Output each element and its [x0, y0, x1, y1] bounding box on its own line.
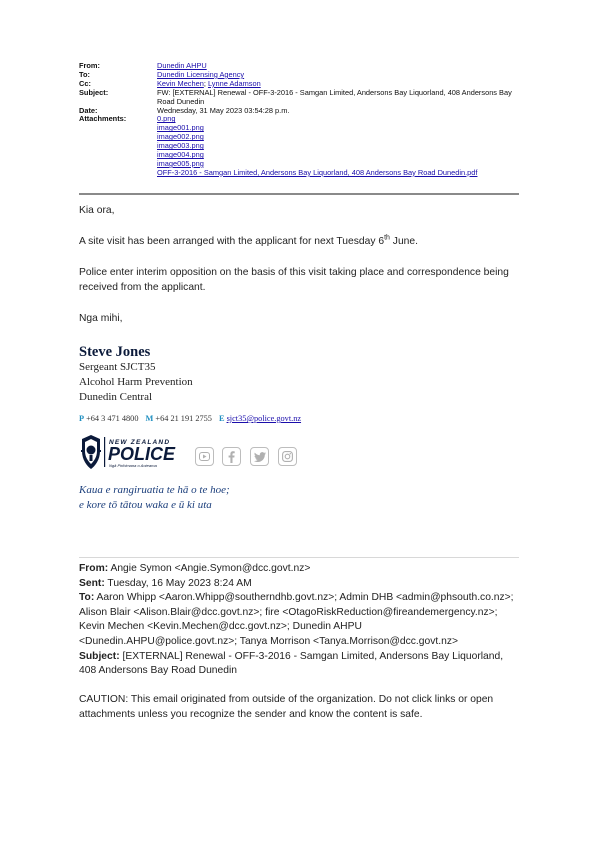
fwd-to-row — [79, 591, 519, 649]
closing: Nga mihi, — [79, 313, 123, 324]
para1-superscript: th — [384, 234, 390, 242]
to-label: To: — [79, 69, 90, 79]
fwd-sent-label: Sent: — [79, 577, 105, 589]
fwd-subject-row — [79, 650, 519, 679]
date-row — [79, 107, 519, 116]
subject-label: Subject: — [79, 87, 109, 97]
fwd-from-row — [79, 562, 519, 577]
twitter-icon[interactable] — [250, 447, 269, 466]
attachment-link-pdf[interactable]: OFF-3-2016 - Samgan Limited, Andersons Bay Liquorland, 408 Andersons Bay Road Dunedin.pdf — [157, 167, 478, 177]
signature-unit: Alcohol Harm Prevention — [79, 376, 193, 388]
date-label: Date: — [79, 105, 98, 115]
cc-label: Cc: — [79, 78, 91, 88]
signature-station: Dunedin Central — [79, 391, 153, 403]
greeting: Kia ora, — [79, 205, 115, 216]
facebook-icon[interactable] — [222, 447, 241, 466]
attachment-link[interactable]: image001.png — [157, 123, 204, 133]
forward-divider — [79, 557, 519, 558]
to-link[interactable]: Dunedin Licensing Agency — [157, 69, 245, 79]
subject-value: FW: [EXTERNAL] Renewal - OFF-3-2016 - Samgan Limited, Andersons Bay Liquorland, 408 Andersons Bay Road Dunedin — [157, 87, 512, 106]
fwd-to-label: To: — [79, 592, 95, 604]
signature-title: Sergeant SJCT35 — [79, 361, 156, 373]
mobile-number: +64 21 191 2755 — [155, 414, 212, 423]
fwd-sent-value: Tuesday, 16 May 2023 8:24 AM — [104, 577, 252, 589]
fwd-sent-row — [79, 577, 519, 592]
police-logo — [79, 433, 191, 471]
para1-text: A site visit has been arranged with the applicant for next Tuesday 6 — [79, 236, 385, 247]
fwd-from-value: Angie Symon <Angie.Symon@dcc.govt.nz> — [108, 563, 311, 574]
motto-line-2: e kore tō tātou waka e ū ki uta — [79, 499, 212, 511]
attachment-link[interactable]: 0.png — [157, 114, 176, 124]
subject-row — [79, 89, 519, 107]
fwd-from-label: From: — [79, 563, 109, 574]
cc-link-lynne[interactable]: Lynne Adamson — [207, 78, 261, 88]
attachment-link[interactable]: image004.png — [157, 150, 204, 160]
signature-contact — [79, 414, 301, 423]
logo-country: NEW ZEALAND — [109, 439, 171, 446]
body-paragraph-1 — [79, 235, 519, 250]
phone-number: +64 3 471 4800 — [86, 414, 139, 423]
from-label: From: — [79, 61, 100, 70]
attachments-list — [157, 115, 519, 177]
para1-end: June. — [389, 236, 418, 247]
fwd-subject-label: Subject: — [79, 650, 120, 662]
logo-maori: Ngā Pirihimana o Aotearoa — [109, 463, 157, 468]
motto-line-1: Kaua e rangiruatia te hā o te hoe; — [79, 484, 230, 496]
youtube-icon[interactable] — [195, 447, 214, 466]
fwd-to-value: Aaron Whipp <Aaron.Whipp@southerndhb.govt.nz>; Admin DHB <admin@phsouth.co.nz>; Alison Blair <Alison.Blair@dcc.govt.nz>; fire <OtagoRiskReduction@fireandemergency.nz>; Kevin Mechen <Kevin.Mechen@dcc.govt.nz>; Dunedin AHPU <Dunedin.AHPU@police.govt.nz>; Tanya Morrison <Tanya.Morrison@dcc.govt.nz> — [79, 592, 514, 647]
date-value: Wednesday, 31 May 2023 03:54:28 p.m. — [157, 105, 290, 115]
to-row — [79, 71, 519, 80]
cc-separator: ; — [203, 78, 208, 88]
phone-label: P — [79, 414, 85, 423]
signature-name: Steve Jones — [79, 344, 151, 360]
header-divider — [79, 193, 519, 195]
attachment-link[interactable]: image002.png — [157, 132, 204, 142]
attachment-link[interactable]: image003.png — [157, 141, 204, 151]
email-label: E — [219, 414, 225, 423]
fwd-subject-value: [EXTERNAL] Renewal - OFF-3-2016 - Samgan Limited, Andersons Bay Liquorland, 408 Andersons Bay Road Dunedin — [79, 650, 504, 677]
attachment-link[interactable]: image005.png — [157, 158, 204, 168]
from-row — [79, 62, 519, 71]
cc-link-kevin[interactable]: Kevin Mechen — [157, 78, 204, 88]
caution-notice: CAUTION: This email originated from outside of the organization. Do not click links or open attachments unless you recognize the sender and know the content is safe. — [79, 694, 494, 720]
attachments-label: Attachments: — [79, 114, 127, 124]
attachments-row — [79, 115, 519, 177]
mobile-label: M — [145, 414, 154, 423]
logo-word: POLICE — [108, 444, 176, 464]
from-link[interactable]: Dunedin AHPU — [157, 61, 207, 70]
email-header — [79, 62, 519, 178]
email-link[interactable]: sjct35@police.govt.nz — [226, 414, 302, 423]
instagram-icon[interactable] — [278, 447, 297, 466]
body-paragraph-2: Police enter interim opposition on the basis of this visit taking place and correspondence being received from the applicant. — [79, 267, 509, 293]
forwarded-message — [79, 562, 519, 723]
police-badge-icon — [81, 435, 101, 469]
